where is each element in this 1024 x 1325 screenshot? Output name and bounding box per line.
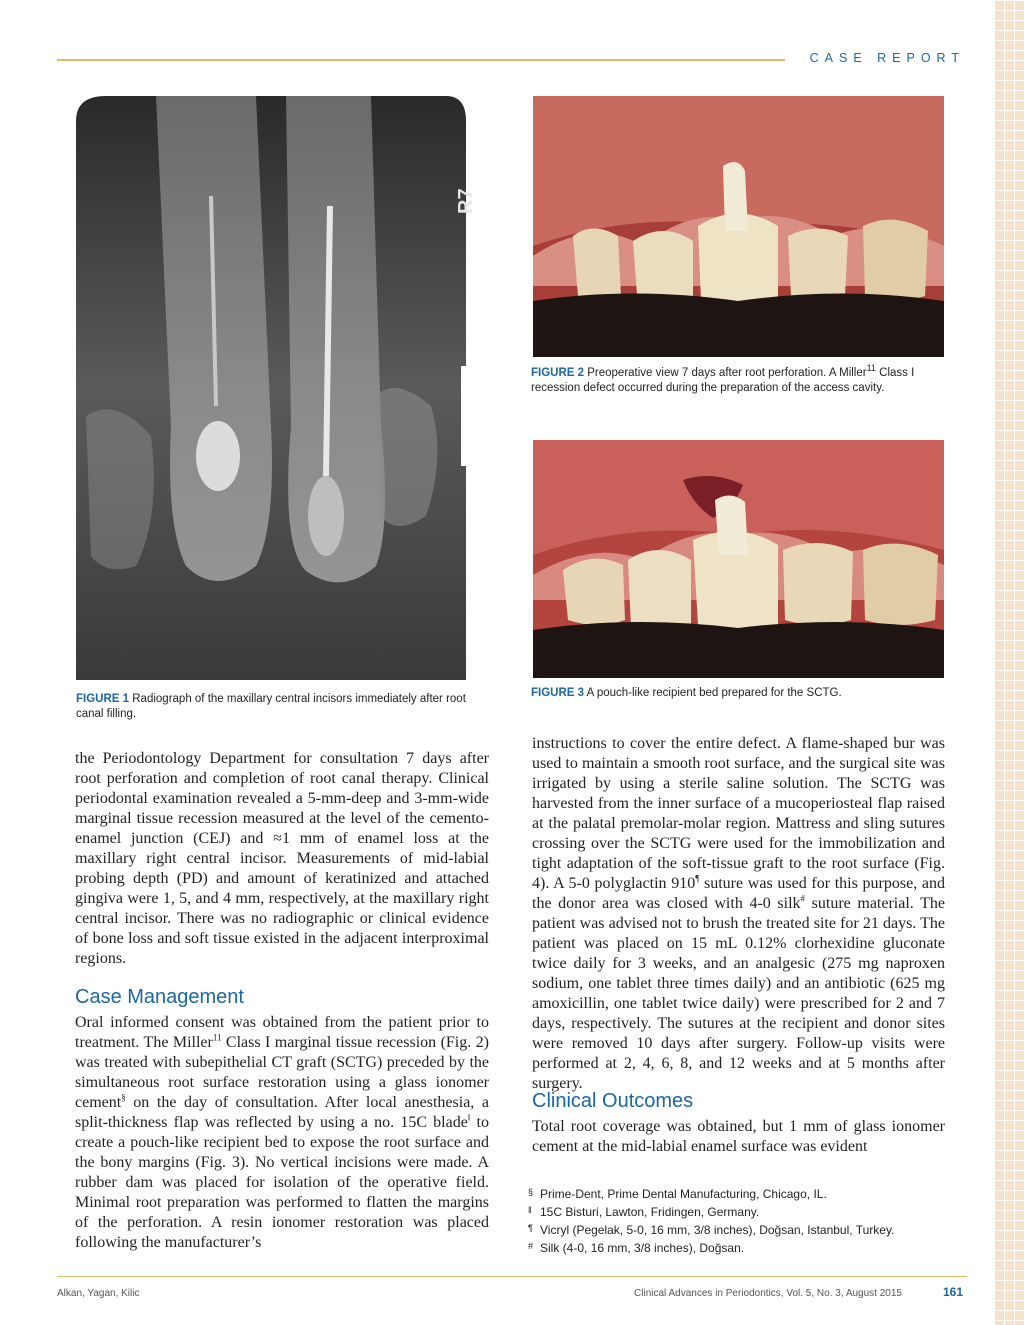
footnote — [528, 1220, 948, 1238]
procedure-ref-1: ¶ — [695, 873, 700, 884]
footnote — [528, 1238, 948, 1256]
procedure-ref-2: # — [800, 893, 806, 904]
clinical-outcomes-heading: Clinical Outcomes — [532, 1090, 694, 1112]
procedure-text-2: suture was used for this purpose, and the donor area was closed with 4-0 silk — [532, 875, 946, 912]
intro-paragraph — [75, 749, 489, 969]
figure-3-photo — [533, 440, 944, 678]
radiograph-marker: R7 — [455, 188, 477, 214]
figure-3-caption — [531, 686, 945, 701]
cm-text-3: on the day of consultation. After local anesthesia, a split-thickness flap was reflected by using a no. 15C blade — [75, 1094, 489, 1131]
footer-authors: Alkan, Yagan, Kilic — [57, 1288, 140, 1299]
figure-2-caption-text: Preoperative view 7 days after root perforation. A Miller — [587, 367, 867, 379]
cm-text-2: Class I marginal tissue recession (Fig. 2) was treated with subepithelial CT graft (SCTG) preceded by the simultaneous root surface restoration using a glass ionomer cement — [75, 1034, 489, 1111]
procedure-text-1: instructions to cover the entire defect. A flame-shaped bur was used to maintain a smooth root surface, and the surgical site was irrigated by using a sterile saline solution. The SCTG was harvested from the inner surface of a mucoperiosteal flap raised at the palatal premolar-molar region. Mattress and sling sutures crossing over the SCTG were used for the immobilization and tight adaptation of the soft-tissue graft to the root surface (Fig. 4). A 5-0 polyglactin 910 — [532, 735, 945, 892]
procedure-paragraph — [532, 734, 945, 1094]
footnote-text: Vicryl (Pegelak, 5-0, 16 mm, 3/8 inches), Doğsan, Istanbul, Turkey. — [540, 1223, 895, 1237]
figure-2-caption-text-2: Class I recession defect occurred during the preparation of the access cavity. — [531, 367, 915, 394]
footnote-text: Prime-Dent, Prime Dental Manufacturing, Chicago, IL. — [540, 1187, 827, 1201]
footnote — [528, 1202, 948, 1220]
footnote — [528, 1184, 948, 1202]
case-management-text — [75, 1013, 489, 1253]
cm-ref-2: § — [121, 1092, 126, 1103]
footer-rule — [57, 1276, 967, 1277]
cm-ref-1: 11 — [212, 1032, 222, 1043]
figure-2-caption-ref: 11 — [866, 363, 876, 374]
procedure-text-3: suture material. The patient was advised not to brush the treated site for 21 days. The patient was placed on 15 mL 0.12% clorhexidine gluconate twice daily for 3 weeks, and an analgesic (275 mg naproxen sodium, one tablet three times daily) and an antibiotic (625 mg amoxicillin, one tablet twice daily) were prescribed for 2 and 7 days, respectively. The sutures at the recipient and donor sites were removed 10 days after surgery. Follow-up visits were performed at 2, 4, 6, 8, and 12 weeks and at 5 months after surgery. — [532, 895, 946, 1092]
page-edge-pattern — [994, 0, 1024, 1325]
figure-1-caption-text: Radiograph of the maxillary central incisors immediately after root canal filling. — [76, 693, 466, 720]
case-management-paragraph — [75, 1013, 489, 1253]
procedure-text — [532, 734, 945, 1094]
figure-2-caption — [531, 363, 945, 396]
header-rule — [57, 59, 785, 61]
figure-3-caption-text: A pouch-like recipient bed prepared for the SCTG. — [586, 687, 842, 699]
intro-text: the Periodontology Department for consultation 7 days after root perforation and completion of root canal therapy. Clinical periodontal examination revealed a 5-mm-deep and 3-mm-wide marginal tissue recession measured at the level of the cemento-enamel junction (CEJ) and ≈1 mm of enamel loss at the maxillary right central incisor. Measurements of mid-labial probing depth (PD) and amount of keratinized and attached gingiva were 1, 5, and 4 mm, respectively, at the maxillary right central incisor. There was no radiographic or clinical evidence of bone loss and soft tissue existed in the adjacent interproximal regions. — [75, 750, 489, 967]
footnote-text: Silk (4-0, 16 mm, 3/8 inches), Doğsan. — [540, 1241, 745, 1255]
clinical-outcomes-text: Total root coverage was obtained, but 1 mm of glass ionomer cement at the mid-labial enamel surface was evident — [532, 1118, 945, 1155]
footnote-mark: ‖ — [528, 1205, 532, 1215]
figure-2-label: FIGURE 2 — [531, 367, 585, 379]
footnote-mark: § — [528, 1187, 534, 1197]
figure-1-radiograph — [76, 96, 488, 680]
figure-2-photo — [533, 96, 944, 357]
page-number: 161 — [942, 1285, 963, 1299]
figure-1-label: FIGURE 1 — [76, 693, 130, 705]
figure-3-label: FIGURE 3 — [531, 687, 585, 699]
cm-text-4: to create a pouch-like recipient bed to expose the root surface and the bony margins (Fig. 3). No vertical incisions were made. A rubber dam was placed for isolation of the operative field. Minimal root preparation was performed to flatten the margins of the perforation. A resin ionomer restoration was placed following the manufacturer’s — [75, 1114, 489, 1251]
clinical-outcomes-paragraph — [532, 1117, 945, 1157]
section-label: CASE REPORT — [809, 51, 965, 65]
figure-1-caption — [76, 692, 490, 722]
cm-ref-3: ‖ — [467, 1112, 471, 1123]
case-management-heading: Case Management — [75, 986, 244, 1008]
cm-text-1: Oral informed consent was obtained from the patient prior to treatment. The Miller — [75, 1014, 489, 1051]
footer-journal: Clinical Advances in Periodontics, Vol. 5, No. 3, August 2015 — [634, 1288, 902, 1299]
footnote-text: 15C Bisturi, Lawton, Fridingen, Germany. — [540, 1205, 760, 1219]
footnote-mark: # — [528, 1241, 534, 1251]
footnotes — [528, 1184, 948, 1256]
footnote-mark: ¶ — [528, 1223, 533, 1233]
